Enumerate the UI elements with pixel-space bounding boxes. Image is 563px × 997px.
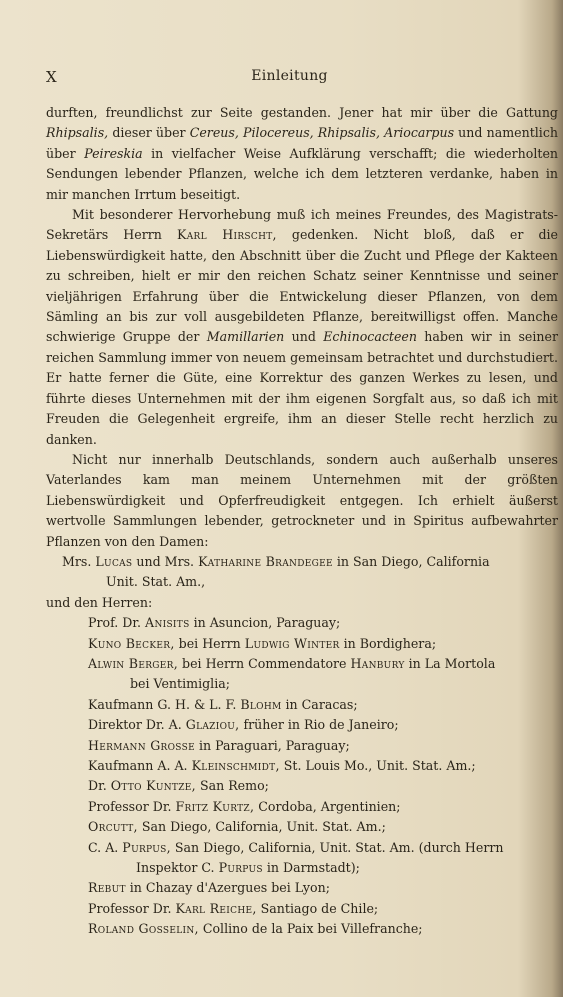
text-run: bei Herrn [174,635,245,651]
ladies-line-continuation: Unit. Stat. Am., [106,574,206,590]
text-run: dieser über [108,125,190,141]
list-item [88,736,558,756]
text-run: durften, freundlichst zur Seite gestanden. Jener hat mir über die Gattung [46,105,558,120]
text-run: Kaufmann G. H. & L. F. [88,696,241,712]
text-run: Prof. Dr. [88,615,146,631]
text-run: Professor Dr. [88,900,176,916]
name-run: Karl Reiche, [175,900,257,916]
text-run: in Paraguari, Paraguay; [194,737,350,753]
list-item-continuation [88,858,558,878]
list-item-text [88,656,495,671]
text-run: San Diego, California, Unit. Stat. Am.; [137,819,386,835]
name-run: Fritz Kurtz, [175,798,255,814]
list-item [88,899,558,919]
text-run: Mit besonderer Hervorhebung muß ich meines Freundes, des Magistrats-Sekretärs Herrn [46,207,558,243]
text-run: Professor Dr. [88,798,176,814]
name-run: Anisits [145,615,190,631]
text-run: in Caracas; [281,696,358,712]
gentlemen-intro: und den Herren: [46,594,153,610]
list-item [88,634,558,654]
list-item [88,797,558,817]
name-run: Rebut [88,880,126,896]
name-run: Hermann Grosse [88,737,195,753]
text-run: C. A. [88,839,123,855]
text-run: Dr. [88,778,111,794]
text-run: in Bordighera; [339,635,437,651]
paragraph-2 [46,205,558,450]
name-run: Otto Kuntze, [110,778,196,794]
italic-run: Cereus, Pilocereus, Rhipsalis, Ariocarpus [189,125,455,141]
list-item [88,919,558,939]
text-run: in Chazay d'Azergues bei Lyon; [125,880,330,896]
text-run: und [284,329,324,345]
text-run: haben wir in seiner reichen Sammlung immer von neuem gemeinsam betrachtet und durchstudiert. Er hatte ferner die Güte, eine Korrektur des ganzen Werkes zu lesen, und führte dieses Unternehmen mit der ihm eigenen Sorgfalt aus, so daß ich mit Freuden die Gelegenheit ergreife, ihm an dieser Stelle recht herzlich zu danken. [46,329,558,447]
text-run: San Diego, California, Unit. Stat. Am. (durch Herrn [170,839,504,855]
text-run: Mrs. [62,553,96,569]
name-run: Katharine Brandegee [198,553,333,569]
text-run: San Remo; [195,778,269,794]
name-run: Kleinschmidt, [191,758,280,773]
name-run: Orcutt, [88,819,138,835]
ladies-list [46,552,558,593]
list-item [88,613,558,633]
running-title: Einleitung [251,68,328,84]
name-run: Roland Gosselin, [88,921,199,937]
list-item [88,817,558,837]
text-run: Direktor Dr. A. [88,717,186,733]
name-run: Blohm [240,696,282,712]
text-run: Inspektor C. [136,860,219,876]
list-item [88,776,558,796]
italic-run: Mamillarien [206,329,285,345]
list-item [88,756,558,776]
list-item-continuation: bei Ventimiglia; [130,676,230,692]
name-run: Glaziou, [185,717,240,733]
text-run: Kaufmann A. A. [88,758,192,773]
gentlemen-list [46,613,558,940]
list-item [88,654,558,695]
text-run: St. Louis Mo., Unit. Stat. Am.; [279,758,476,773]
italic-run: Rhipsalis, [46,125,109,141]
list-item [88,695,558,715]
list-item [88,715,558,735]
list-item [88,838,558,858]
name-run: Purpus, [122,839,171,855]
text-run: in San Diego, California [332,553,490,569]
page-header [46,68,533,88]
text-run: Santiago de Chile; [256,900,379,916]
name-run: Kuno Becker, [88,635,175,651]
italic-run: Peireskia [84,145,143,161]
text-run: früher in Rio de Janeiro; [239,717,399,733]
name-run: Alwin Berger, [88,655,179,671]
paragraph-3: Nicht nur innerhalb Deutschlands, sondern auch außerhalb unseres Vaterlandes kam man meinem Unternehmen mit der größten Liebenswürdigkeit und Opferfreudigkeit entgegen. Ich erhielt äußerst wertvolle Sammlungen lebender, getrockneter und in Spiritus aufbewahrter Pflanzen von den Damen: [46,451,558,549]
text-run: gedenken. Nicht bloß, daß er die Liebenswürdigkeit hatte, den Abschnitt über die Zucht und Pflege der Kakteen zu schreiben, hielt er mir den reichen Schatz seiner Kenntnisse und seiner vieljährigen Erfahrung über die Entwickelung dieser Pflanzen, von dem Sämling an bis zur voll ausgebildeten Pflanze, bereitwilligst offen. Manche schwierige Gruppe der [46,227,558,345]
text-run: und namentlich über [46,125,559,161]
text-run: Cordoba, Argentinien; [254,798,401,814]
paragraph-1 [46,103,558,205]
text-run: in Darmstadt); [262,860,360,876]
text-run: Collino de la Paix bei Villefranche; [198,921,423,937]
ladies-line [62,552,558,572]
name-run: Hanbury [350,655,405,671]
name-run: Ludwig Winter [244,635,340,651]
name-run: Lucas [95,553,133,569]
text-run: in Asuncion, Paraguay; [189,615,341,631]
name-run: Karl Hirscht, [176,227,277,243]
list-item [88,878,558,898]
page-number: X [46,68,57,86]
text-run: in vielfacher Weise Aufklärung verschafft; die wiederholten Sendungen lebender Pflanzen, welche ich dem letzteren verdanke, haben in mir manchen Irrtum beseitigt. [46,145,559,202]
text-run: bei Herrn Commendatore [178,655,351,671]
text-run: und Mrs. [132,553,199,569]
page-body [46,103,558,940]
italic-run: Echinocacteen [323,329,417,345]
name-run: Purpus [218,860,263,876]
text-run: in La Mortola [404,655,496,671]
